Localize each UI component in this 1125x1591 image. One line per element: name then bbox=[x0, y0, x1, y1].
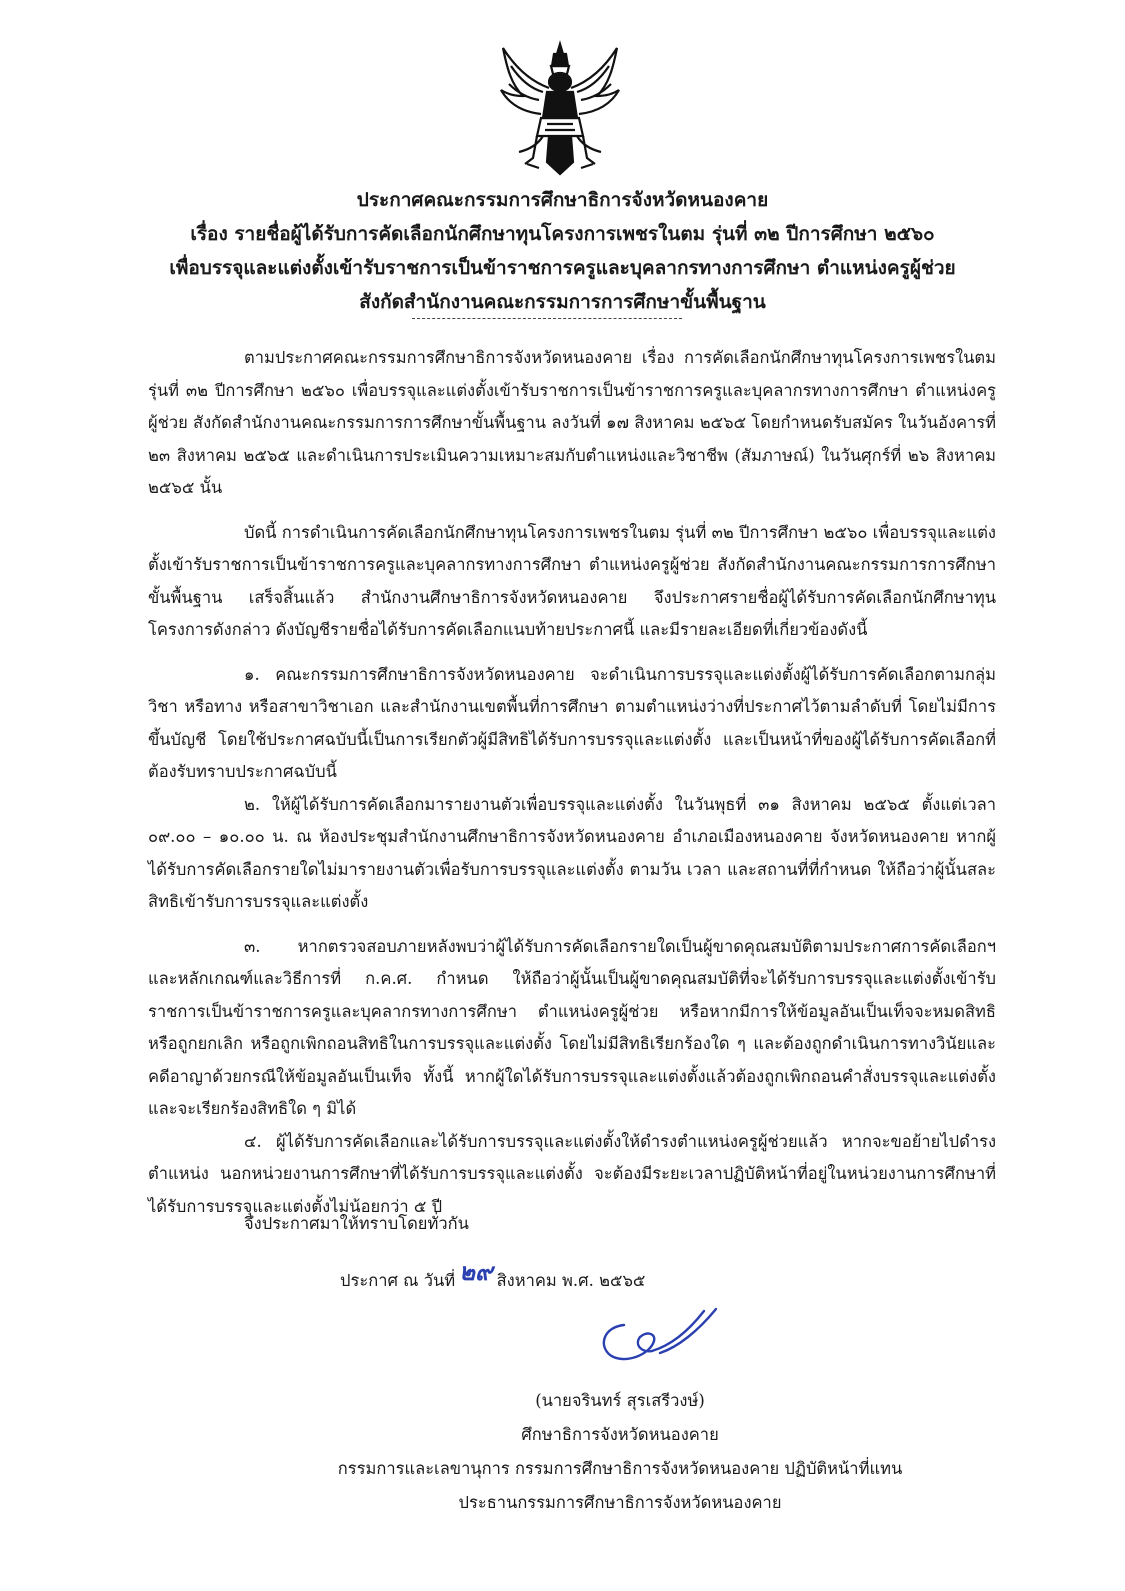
header-line-4: สังกัดสำนักงานคณะกรรมการการศึกษาขั้นพื้นฐาน bbox=[359, 291, 766, 313]
garuda-emblem-icon bbox=[497, 40, 623, 178]
paragraph-2: บัดนี้ การดำเนินการคัดเลือกนักศึกษาทุนโครงการเพชรในตม รุ่นที่ ๓๒ ปีการศึกษา ๒๕๖๐ เพื่อบรรจุและแต่งตั้งเข้ารับราชการเป็นข้าราชการครูและบุคลากรทางการศึกษา ตำแหน่งครูผู้ช่วย สังกัดสำนักงานคณะกรรมการการศึกษาขั้นพื้นฐาน เสร็จสิ้นแล้ว สำนักงานศึกษาธิการจังหวัดหนองคาย จึงประกาศรายชื่อผู้ได้รับการคัดเลือกนักศึกษาทุนโครงการดังกล่าว ดังบัญชีรายชื่อได้รับการคัดเลือกแนบท้ายประกาศนี้ และมีรายละเอียดที่เกี่ยวข้องดังนี้ bbox=[148, 522, 996, 639]
announcement-date bbox=[340, 1258, 646, 1297]
header-line-3: เพื่อบรรจุและแต่งตั้งเข้ารับราชการเป็นข้าราชการครูและบุคลากรทางการศึกษา ตำแหน่งครูผู้ช่วย bbox=[169, 257, 956, 279]
header-line-2: เรื่อง รายชื่อผู้ได้รับการคัดเลือกนักศึกษาทุนโครงการเพชรในตม รุ่นที่ ๓๒ ปีการศึกษา ๒๕๖๐ bbox=[190, 223, 935, 245]
signatory-title-3: ประธานกรรมการศึกษาธิการจังหวัดหนองคาย bbox=[458, 1493, 782, 1512]
header-line-1: ประกาศคณะกรรมการศึกษาธิการจังหวัดหนองคาย bbox=[356, 189, 769, 211]
handwritten-day: ๒๙ bbox=[459, 1258, 493, 1286]
dashed-divider bbox=[412, 318, 682, 319]
date-prefix: ประกาศ ณ วันที่ bbox=[340, 1271, 456, 1290]
signature-icon bbox=[594, 1305, 744, 1375]
closing-statement: จึงประกาศมาให้ทราบโดยทั่วกัน bbox=[244, 1214, 469, 1233]
paragraph-item-4: ๔. ผู้ได้รับการคัดเลือกและได้รับการบรรจุและแต่งตั้งให้ดำรงตำแหน่งครูผู้ช่วยแล้ว หากจะขอย้ายไปดำรงตำแหน่ง นอกหน่วยงานการศึกษาที่ได้รับการบรรจุและแต่งตั้ง จะต้องมีระยะเวลาปฏิบัติหน้าที่อยู่ในหน่วยงานการศึกษาที่ได้รับการบรรจุและแต่งตั้งไม่น้อยกว่า ๕ ปี bbox=[148, 1131, 996, 1216]
paragraph-item-2: ๒. ให้ผู้ได้รับการคัดเลือกมารายงานตัวเพื่อบรรจุและแต่งตั้ง ในวันพุธที่ ๓๑ สิงหาคม ๒๕๖๕ ตั้งแต่เวลา ๐๙.๐๐ – ๑๐.๐๐ น. ณ ห้องประชุมสำนักงานศึกษาธิการจังหวัดหนองคาย อำเภอเมืองหนองคาย จังหวัดหนองคาย หากผู้ได้รับการคัดเลือกรายใดไม่มารายงานตัวเพื่อรับการบรรจุและแต่งตั้ง ตามวัน เวลา และสถานที่ที่กำหนด ให้ถือว่าผู้นั้นสละสิทธิเข้ารับการบรรจุและแต่งตั้ง bbox=[148, 794, 996, 911]
paragraph-item-3: ๓. หากตรวจสอบภายหลังพบว่าผู้ได้รับการคัดเลือกรายใดเป็นผู้ขาดคุณสมบัติตามประกาศการคัดเลือกฯ และหลักเกณฑ์และวิธีการที่ ก.ค.ศ. กำหนด ให้ถือว่าผู้นั้นเป็นผู้ขาดคุณสมบัติที่จะได้รับการบรรจุและแต่งตั้งเข้ารับราชการเป็นข้าราชการครูและบุคลากรทางการศึกษา ตำแหน่งครูผู้ช่วย หรือหากมีการให้ข้อมูลอันเป็นเท็จจะหมดสิทธิ หรือถูกยกเลิก หรือถูกเพิกถอนสิทธิในการบรรจุและแต่งตั้ง โดยไม่มีสิทธิเรียกร้องใด ๆ และต้องถูกดำเนินการทางวินัยและคดีอาญาด้วยกรณีให้ข้อมูลอันเป็นเท็จ ทั้งนี้ หากผู้ใดได้รับการบรรจุและแต่งตั้งแล้วต้องถูกเพิกถอนคำสั่งบรรจุและแต่งตั้ง และจะเรียกร้องสิทธิใด ๆ มิได้ bbox=[148, 936, 996, 1118]
announcement-body bbox=[148, 342, 996, 1223]
signatory-block bbox=[270, 1384, 970, 1520]
paragraph-1: ตามประกาศคณะกรรมการศึกษาธิการจังหวัดหนองคาย เรื่อง การคัดเลือกนักศึกษาทุนโครงการเพชรในตม รุ่นที่ ๓๒ ปีการศึกษา ๒๕๖๐ เพื่อบรรจุและแต่งตั้งเข้ารับราชการเป็นข้าราชการครูและบุคลากรทางการศึกษา ตำแหน่งครูผู้ช่วย สังกัดสำนักงานคณะกรรมการการศึกษาขั้นพื้นฐาน ลงวันที่ ๑๗ สิงหาคม ๒๕๖๕ โดยกำหนดรับสมัคร ในวันอังคารที่ ๒๓ สิงหาคม ๒๕๖๕ และดำเนินการประเมินความเหมาะสมกับตำแหน่งและวิชาชีพ (สัมภาษณ์) ในวันศุกร์ที่ ๒๖ สิงหาคม ๒๕๖๕ นั้น bbox=[148, 348, 996, 497]
signatory-title-2: กรรมการและเลขานุการ กรรมการศึกษาธิการจังหวัดหนองคาย ปฏิบัติหน้าที่แทน bbox=[337, 1459, 903, 1478]
signatory-name: (นายจรินทร์ สุรเสรีวงษ์) bbox=[535, 1391, 705, 1410]
paragraph-item-1: ๑. คณะกรรมการศึกษาธิการจังหวัดหนองคาย จะดำเนินการบรรจุและแต่งตั้งผู้ได้รับการคัดเลือกตามกลุ่มวิชา หรือทาง หรือสาขาวิชาเอก และสำนักงานเขตพื้นที่การศึกษา ตามตำแหน่งว่างที่ประกาศไว้ตามลำดับที่ โดยไม่มีการขึ้นบัญชี โดยใช้ประกาศฉบับนี้เป็นการเรียกตัวผู้มีสิทธิได้รับการบรรจุและแต่งตั้ง และเป็นหน้าที่ของผู้ได้รับการคัดเลือกที่ต้องรับทราบประกาศฉบับนี้ bbox=[148, 664, 996, 781]
announcement-header bbox=[80, 183, 1045, 319]
signatory-title-1: ศึกษาธิการจังหวัดหนองคาย bbox=[521, 1425, 719, 1444]
date-month-year: สิงหาคม พ.ศ. ๒๕๖๕ bbox=[496, 1271, 646, 1290]
